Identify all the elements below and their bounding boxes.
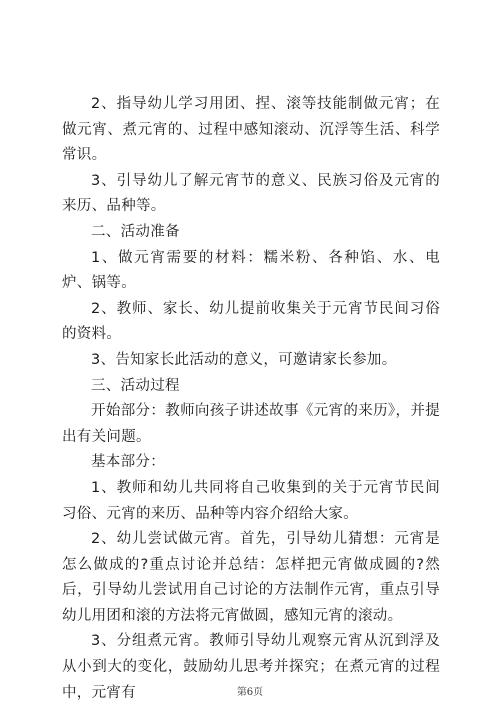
paragraph-prep-1: 1、做元宵需要的材料：糯米粉、各种馅、水、电炉、锅等。 bbox=[62, 249, 440, 292]
paragraph-basic-3: 3、分组煮元宵。教师引导幼儿观察元宵从沉到浮及从小到大的变化，鼓励幼儿思考并探究；在煮元宵的过程中，元宵有 bbox=[62, 633, 440, 701]
section-heading-process: 三、活动过程 bbox=[91, 377, 180, 394]
paragraph-goal-3: 3、引导幼儿了解元宵节的意义、民族习俗及元宵的来历、品种等。 bbox=[62, 172, 440, 215]
paragraph-goal-2: 2、指导幼儿学习用团、捏、滚等技能制做元宵；在做元宵、煮元宵的、过程中感知滚动、沉浮等生活、科学常识。 bbox=[62, 96, 440, 164]
paragraph-basic-2: 2、幼儿尝试做元宵。首先，引导幼儿猜想：元宵是怎么做成的?重点讨论并总结：怎样把元宵做成圆的?然后，引导幼儿尝试用自己讨论的方法制作元宵，重点引导幼儿用团和滚的方法将元宵做圆，感知元宵的滚动。 bbox=[62, 531, 440, 624]
document-body bbox=[62, 92, 440, 706]
paragraph-prep-3: 3、告知家长此活动的意义，可邀请家长参加。 bbox=[91, 351, 397, 368]
paragraph-basic-1: 1、教师和幼儿共同将自己收集到的关于元宵节民间习俗、元宵的来历、品种等内容介绍给大家。 bbox=[62, 479, 440, 522]
paragraph-prep-2: 2、教师、家长、幼儿提前收集关于元宵节民间习俗的资料。 bbox=[62, 300, 440, 343]
section-heading-preparation: 二、活动准备 bbox=[91, 223, 180, 240]
page-number: 第6页 bbox=[236, 687, 264, 698]
paragraph-basic-label: 基本部分： bbox=[91, 454, 165, 471]
paragraph-opening: 开始部分：教师向孩子讲述故事《元宵的来历》，并提出有关问题。 bbox=[62, 403, 440, 445]
